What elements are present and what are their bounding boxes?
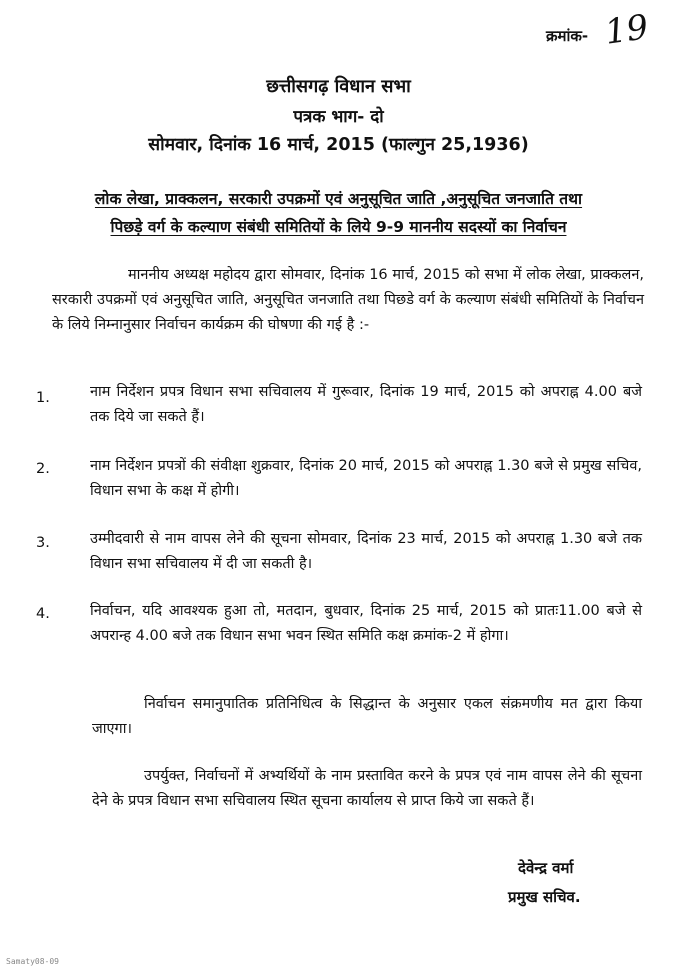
serial-label: क्रमांक- [546,27,589,45]
file-stamp: Samaty08-09 [6,957,59,966]
schedule-item: नाम निर्देशन प्रपत्रों की संवीक्षा शुक्रवार, दिनांक 20 मार्च, 2015 को अपराह्न 1.30 बजे से प्रमुख सचिव, विधान सभा के कक्ष में होगी। [90,458,642,499]
subject-heading [30,185,647,241]
closing-paragraph-forms: उपर्युक्त, निर्वाचनों में अभ्यर्थियों के नाम प्रस्तावित करने के प्रपत्र एवं नाम वापस लेने की सूचना देने के प्रपत्र विधान सभा सचिवालय स्थित सूचना कार्यालय से प्राप्त किये जा सकते हैं। [92,768,642,809]
bulletin-part: पत्रक भाग- दो [293,107,384,127]
subject-line-2: पिछड़े वर्ग के कल्याण संबंधी समितियों के लिये 9-9 माननीय सदस्यों का निर्वाचन [110,218,567,236]
subject-line-1: लोक लेखा, प्राक्कलन, सरकारी उपक्रमों एवं अनुसूचित जाति ,अनुसूचित जनजाति तथा [94,190,583,208]
signatory-name: देवेन्द्र वर्मा [518,859,574,877]
item-number: 2. [36,461,50,477]
item-number: 1. [36,390,50,406]
schedule-item: उम्मीदवारी से नाम वापस लेने की सूचना सोमवार, दिनांक 23 मार्च, 2015 को अपराह्न 1.30 बजे तक विधान सभा सचिवालय में दी जा सकती है। [90,531,642,572]
intro-paragraph: माननीय अध्यक्ष महोदय द्वारा सोमवार, दिनांक 16 मार्च, 2015 को सभा में लोक लेखा, प्राक्कलन, सरकारी उपक्रमों एवं अनुसूचित जाति, अनुसूचित जनजाति तथा पिछडे वर्ग के कल्याण संबंधी समितियों के निर्वाचन के लिये निम्नानुसार निर्वाचन कार्यक्रम की घोषणा की गई है :- [52,267,644,333]
schedule-item: निर्वाचन, यदि आवश्यक हुआ तो, मतदान, बुधवार, दिनांक 25 मार्च, 2015 को प्रातः11.00 बजे से अपरान्ह 4.00 बजे तक विधान सभा भवन स्थित समिति कक्ष क्रमांक-2 में होगा। [90,603,642,644]
item-number: 3. [36,535,50,551]
signatory-title: प्रमुख सचिव. [508,888,581,906]
bulletin-date: सोमवार, दिनांक 16 मार्च, 2015 (फाल्गुन 25,1936) [148,135,529,155]
closing-paragraph-voting-method: निर्वाचन समानुपातिक प्रतिनिधित्व के सिद्धान्त के अनुसार एकल संक्रमणीय मत द्वारा किया जाएगा। [92,696,642,737]
serial-number-handwritten: 19 [602,7,651,53]
schedule-item: नाम निर्देशन प्रपत्र विधान सभा सचिवालय में गुरूवार, दिनांक 19 मार्च, 2015 को अपराह्न 4.00 बजे तक दिये जा सकते हैं। [90,384,642,425]
item-number: 4. [36,606,50,622]
assembly-title: छत्तीसगढ़ विधान सभा [266,76,411,97]
